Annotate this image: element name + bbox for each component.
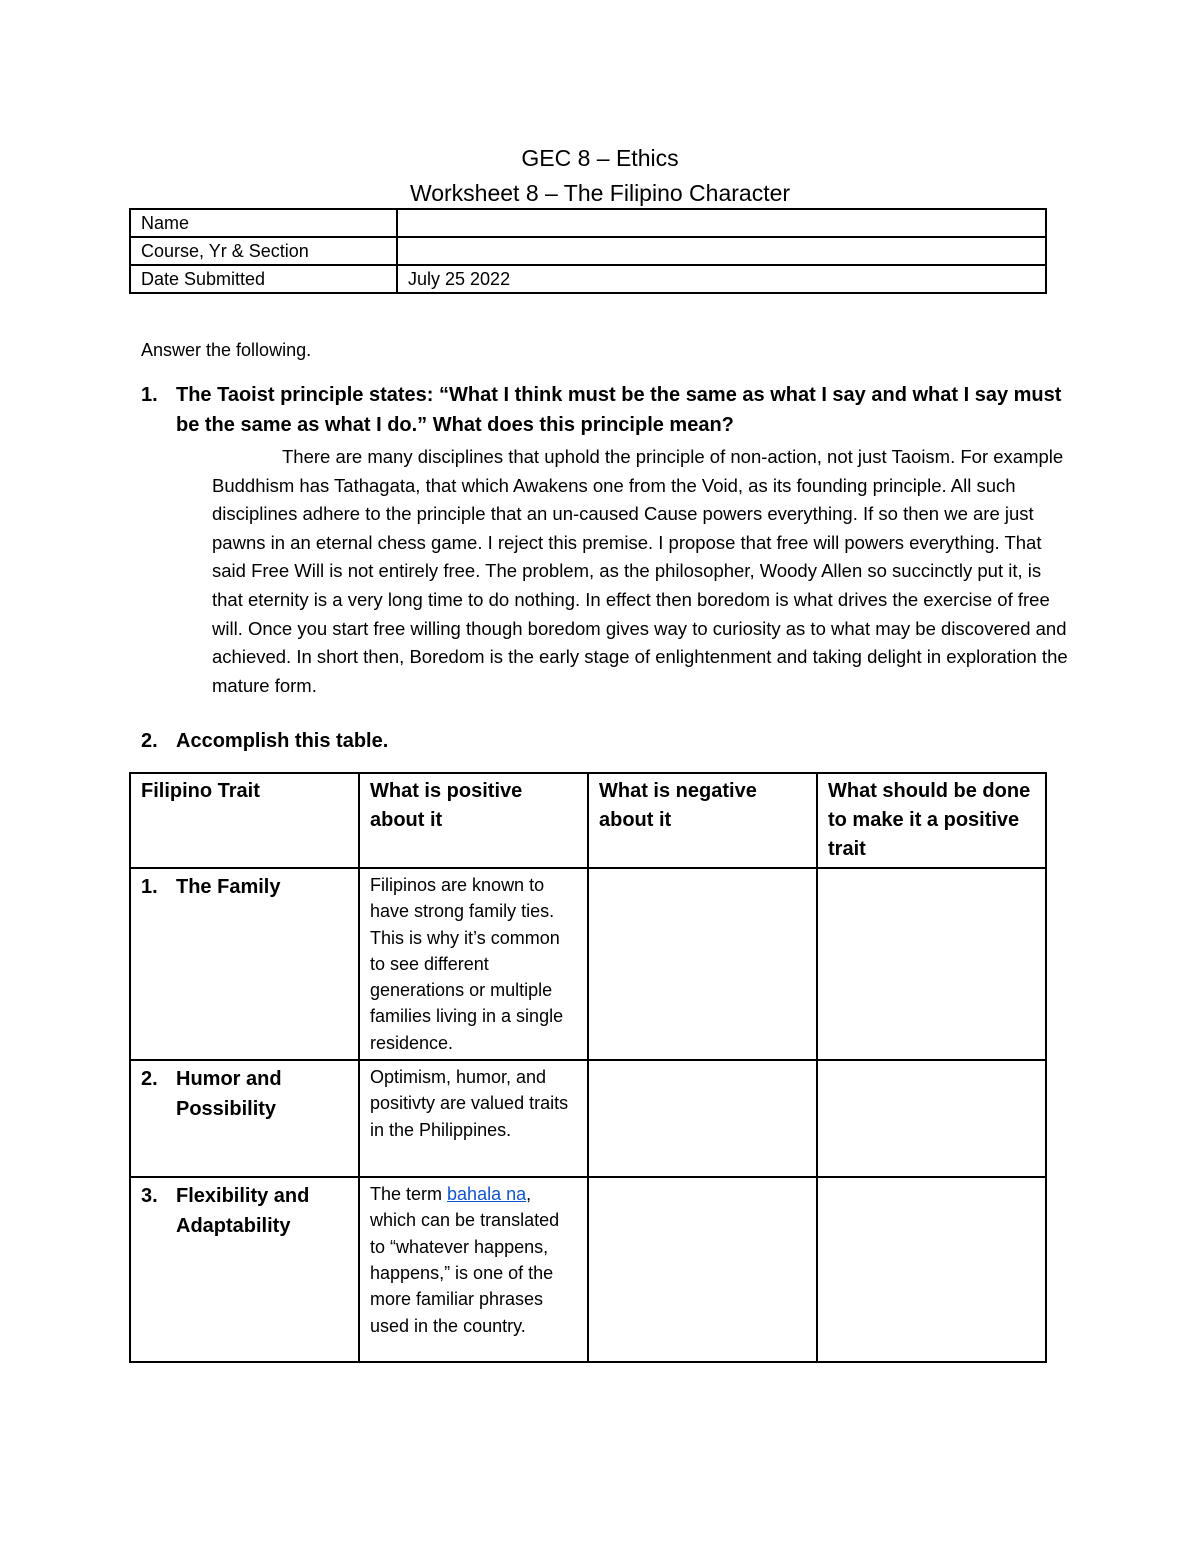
trait-name: Humor and Possibility: [176, 1068, 282, 1121]
date-submitted-label: Date Submitted: [130, 265, 397, 293]
trait-number: 2.: [141, 1068, 158, 1091]
date-submitted-value: July 25 2022: [397, 265, 1046, 293]
table-row: [130, 1060, 1046, 1177]
table-row: [130, 265, 1046, 293]
table-row: [130, 868, 1046, 1060]
negative-cell: [588, 1060, 817, 1177]
table-row: [130, 209, 1046, 237]
improve-cell: [817, 868, 1046, 1060]
answer-text: There are many disciplines that uphold the principle of non-action, not just Taoism. For example Buddhism has Tathagata, that which Awakens one from the Void, as its founding principle. All such disciplines adhere to the principle that an un-caused Cause powers everything. If so then we are just pawns in an eternal chess game. I reject this premise. I propose that free will powers everything. That said Free Will is not entirely free. The problem, as the philosopher, Woody Allen so succinctly put it, is that eternity is a very long time to do nothing. In effect then boredom is what drives the exercise of free will. Once you start free willing though boredom gives way to curiosity as to what may be discovered and achieved. In short then, Boredom is the early stage of enlightenment and taking delight in exploration the mature form.: [212, 446, 1068, 696]
answer-1: [212, 443, 1074, 700]
header-improve: What should be done to make it a positive trait: [817, 773, 1046, 868]
positive-cell: Filipinos are known to have strong family ties. This is why it’s common to see different generations or multiple families living in a single residence.: [359, 868, 588, 1060]
improve-cell: [817, 1177, 1046, 1362]
name-label: Name: [130, 209, 397, 237]
name-value: [397, 209, 1046, 237]
student-info-table: [129, 208, 1047, 294]
question-2: [141, 726, 1071, 756]
trait-number: 1.: [141, 876, 158, 898]
question-1: [141, 380, 1071, 440]
trait-name: The Family: [176, 876, 281, 898]
table-row: [130, 1177, 1046, 1362]
question-text: The Taoist principle states: “What I think must be the same as what I say and what I say must be the same as what I do.” What does this principle mean?: [176, 384, 1062, 436]
header-negative: What is negative about it: [588, 773, 817, 868]
positive-cell: [359, 1177, 588, 1362]
trait-name: Flexibility and Adaptability: [176, 1185, 310, 1238]
worksheet-title: Worksheet 8 – The Filipino Character: [409, 180, 791, 206]
question-number: 1.: [141, 384, 158, 406]
bahala-na-link[interactable]: bahala na: [447, 1184, 527, 1205]
instructions: Answer the following.: [141, 340, 312, 360]
positive-suffix: , which can be translated to “whatever happens, happens,” is one of the more familiar phrases used in the country.: [370, 1184, 560, 1336]
course-section-value: [397, 237, 1046, 265]
course-title: GEC 8 – Ethics: [521, 145, 679, 171]
trait-number: 3.: [141, 1185, 158, 1208]
question-text: Accomplish this table.: [176, 730, 389, 752]
header-filipino-trait: Filipino Trait: [130, 773, 359, 868]
improve-cell: [817, 1060, 1046, 1177]
course-section-label: Course, Yr & Section: [130, 237, 397, 265]
negative-cell: [588, 1177, 817, 1362]
trait-cell: [130, 1060, 359, 1177]
header-positive: What is positive about it: [359, 773, 588, 868]
table-header-row: [130, 773, 1046, 868]
question-number: 2.: [141, 730, 158, 752]
negative-cell: [588, 868, 817, 1060]
trait-cell: [130, 868, 359, 1060]
positive-prefix: The term: [370, 1184, 448, 1205]
positive-cell: Optimism, humor, and positivty are valued traits in the Philippines.: [359, 1060, 588, 1177]
table-row: [130, 237, 1046, 265]
filipino-traits-table: [129, 772, 1047, 1363]
trait-cell: [130, 1177, 359, 1362]
